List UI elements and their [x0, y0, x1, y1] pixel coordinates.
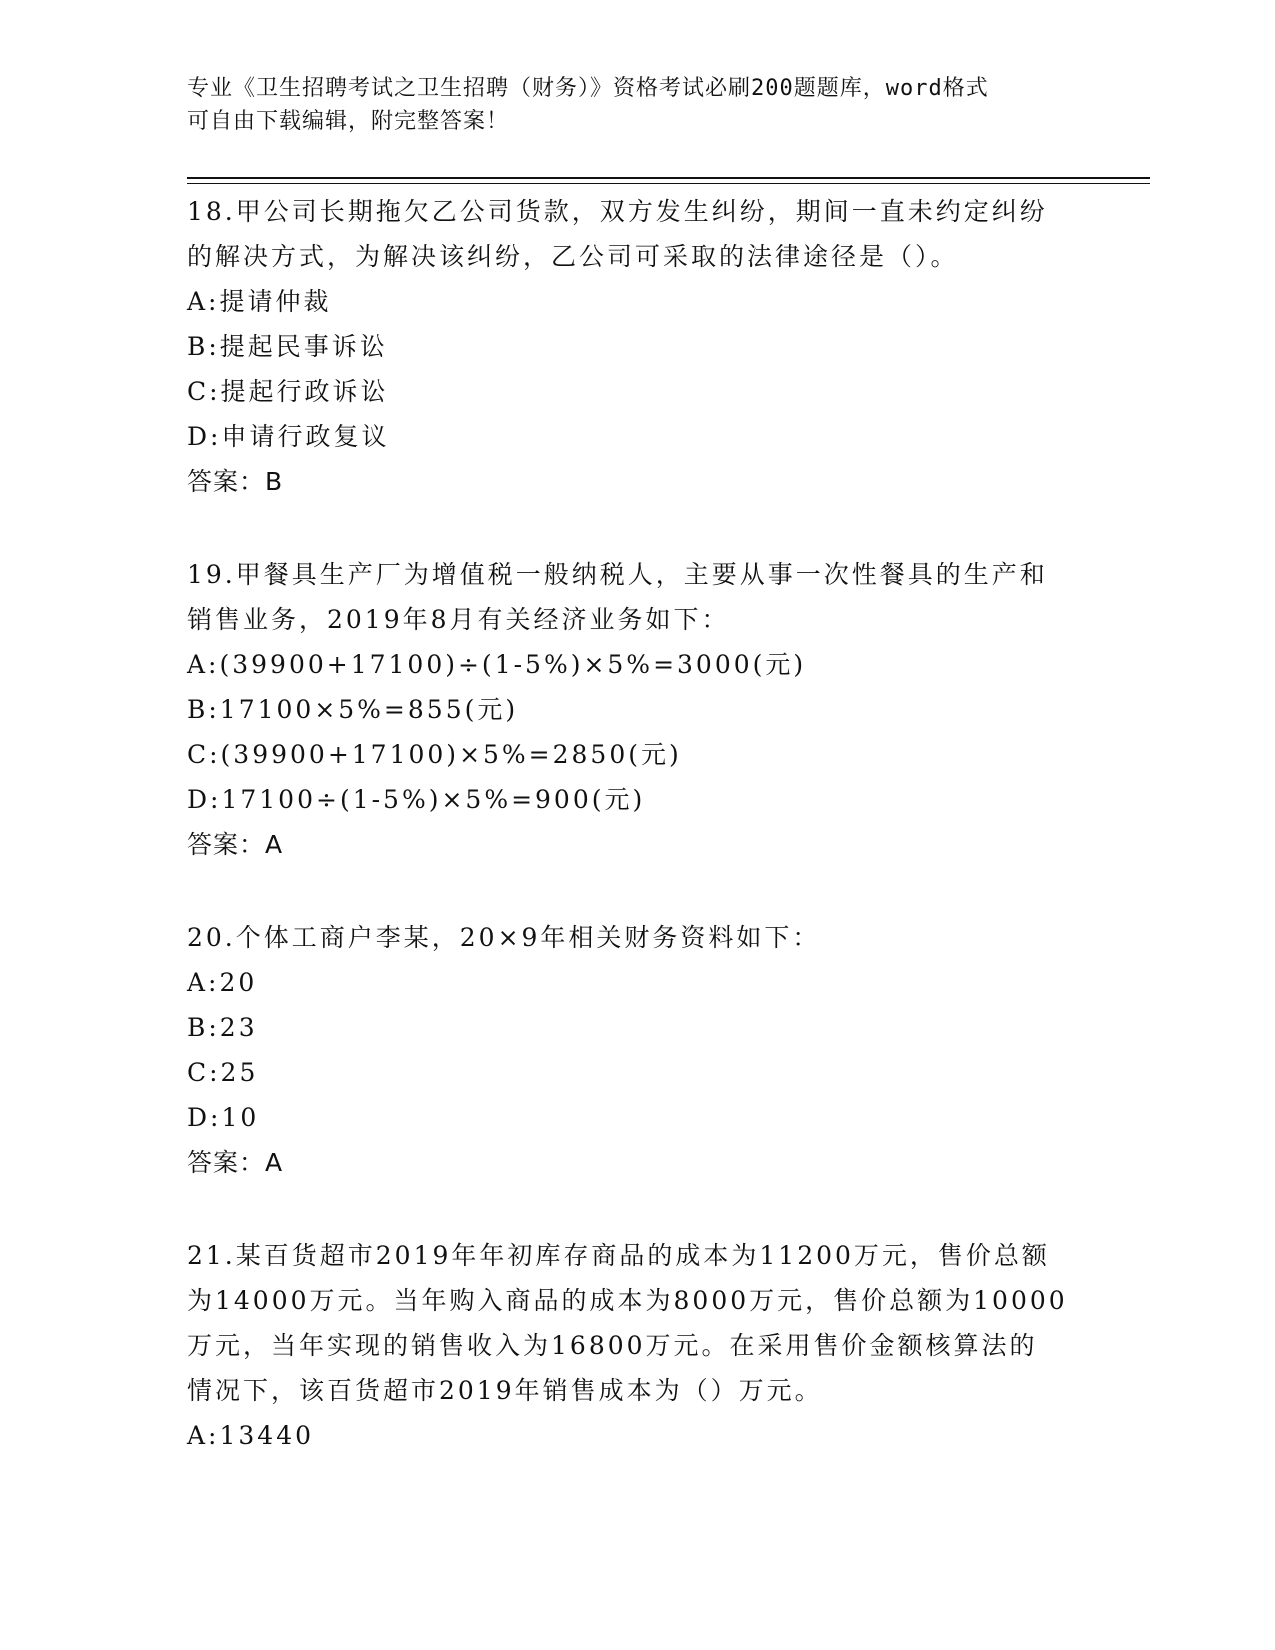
option-a: A:13440 — [187, 1421, 315, 1450]
answer-line: 答案：A — [187, 1148, 284, 1177]
option-c: C:25 — [187, 1058, 259, 1087]
question-21 — [187, 1233, 1087, 1458]
question-stem-line: 的解决方式，为解决该纠纷，乙公司可采取的法律途径是（）。 — [187, 242, 959, 271]
question-stem-line: 21.某百货超市2019年年初库存商品的成本为11200万元，售价总额 — [187, 1241, 1050, 1270]
question-stem-line: 为14000万元。当年购入商品的成本为8000万元，售价总额为10000 — [187, 1286, 1068, 1315]
option-a: A:提请仲裁 — [187, 287, 332, 316]
question-19 — [187, 552, 1087, 867]
question-18 — [187, 189, 1087, 504]
answer-line: 答案：A — [187, 830, 284, 859]
question-stem-line: 万元，当年实现的销售收入为16800万元。在采用售价金额核算法的 — [187, 1331, 1038, 1360]
header-rule-thin — [187, 183, 1150, 184]
question-stem-line: 情况下，该百货超市2019年销售成本为（）万元。 — [187, 1376, 823, 1405]
option-a: A:(39900+17100)÷(1-5%)×5%=3000(元) — [187, 650, 807, 679]
header-line-2: 可自由下载编辑，附完整答案！ — [187, 109, 510, 134]
option-d: D:17100÷(1-5%)×5%=900(元) — [187, 785, 646, 814]
option-b: B:提起民事诉讼 — [187, 332, 388, 361]
option-a: A:20 — [187, 968, 258, 997]
question-gap — [187, 504, 1087, 552]
question-gap — [187, 867, 1087, 915]
document-header — [187, 72, 1067, 138]
question-stem-line: 20.个体工商户李某，20×9年相关财务资料如下： — [187, 923, 821, 952]
answer-line: 答案：B — [187, 467, 284, 496]
header-rule-thick — [187, 177, 1150, 179]
question-gap — [187, 1185, 1087, 1233]
option-c: C:(39900+17100)×5%=2850(元) — [187, 740, 682, 769]
option-d: D:10 — [187, 1103, 260, 1132]
question-20 — [187, 915, 1087, 1185]
option-b: B:17100×5%=855(元) — [187, 695, 519, 724]
question-stem-line: 19.甲餐具生产厂为增值税一般纳税人，主要从事一次性餐具的生产和 — [187, 560, 1048, 589]
option-c: C:提起行政诉讼 — [187, 377, 389, 406]
option-d: D:申请行政复议 — [187, 422, 390, 451]
option-b: B:23 — [187, 1013, 258, 1042]
header-line-1: 专业《卫生招聘考试之卫生招聘（财务）》资格考试必刷200题题库，word格式 — [187, 76, 989, 101]
question-list — [187, 189, 1087, 1458]
question-stem-line: 销售业务，2019年8月有关经济业务如下： — [187, 605, 730, 634]
question-stem-line: 18.甲公司长期拖欠乙公司货款，双方发生纠纷，期间一直未约定纠纷 — [187, 197, 1048, 226]
